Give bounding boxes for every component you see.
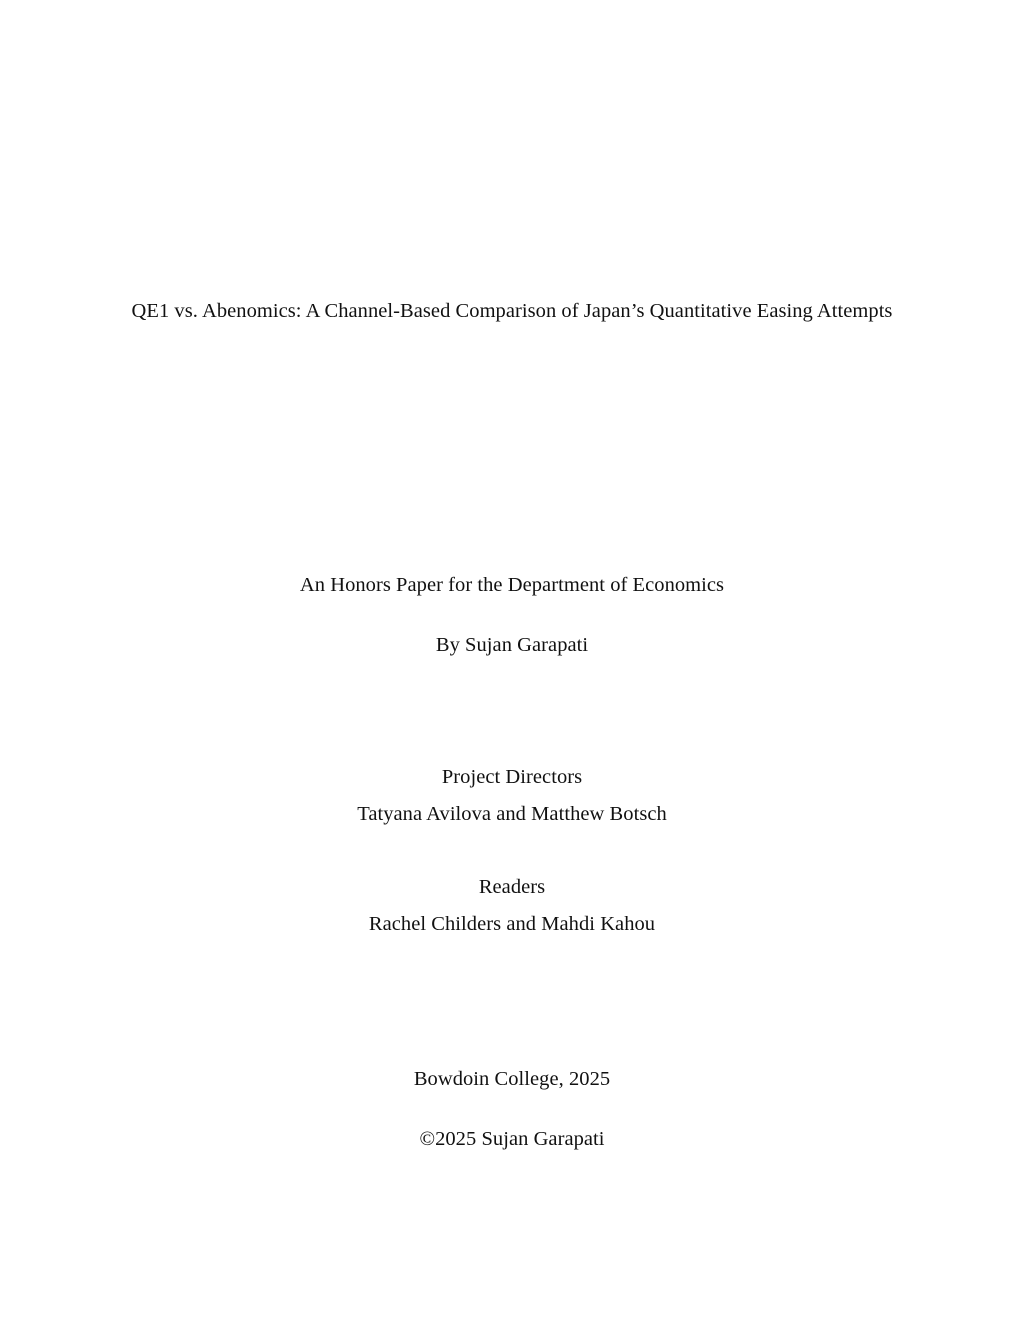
readers-heading: Readers <box>478 876 546 898</box>
project-directors-heading: Project Directors <box>441 766 583 788</box>
author-byline: By Sujan Garapati <box>435 634 589 656</box>
paper-title: QE1 vs. Abenomics: A Channel-Based Comparison of Japan’s Quantitative Easing Attempts <box>131 300 893 322</box>
copyright-notice: ©2025 Sujan Garapati <box>419 1128 605 1150</box>
paper-type: An Honors Paper for the Department of Economics <box>299 574 725 596</box>
readers-names: Rachel Childers and Mahdi Kahou <box>368 913 656 935</box>
project-directors-names: Tatyana Avilova and Matthew Botsch <box>357 803 667 825</box>
institution-year: Bowdoin College, 2025 <box>413 1068 611 1090</box>
